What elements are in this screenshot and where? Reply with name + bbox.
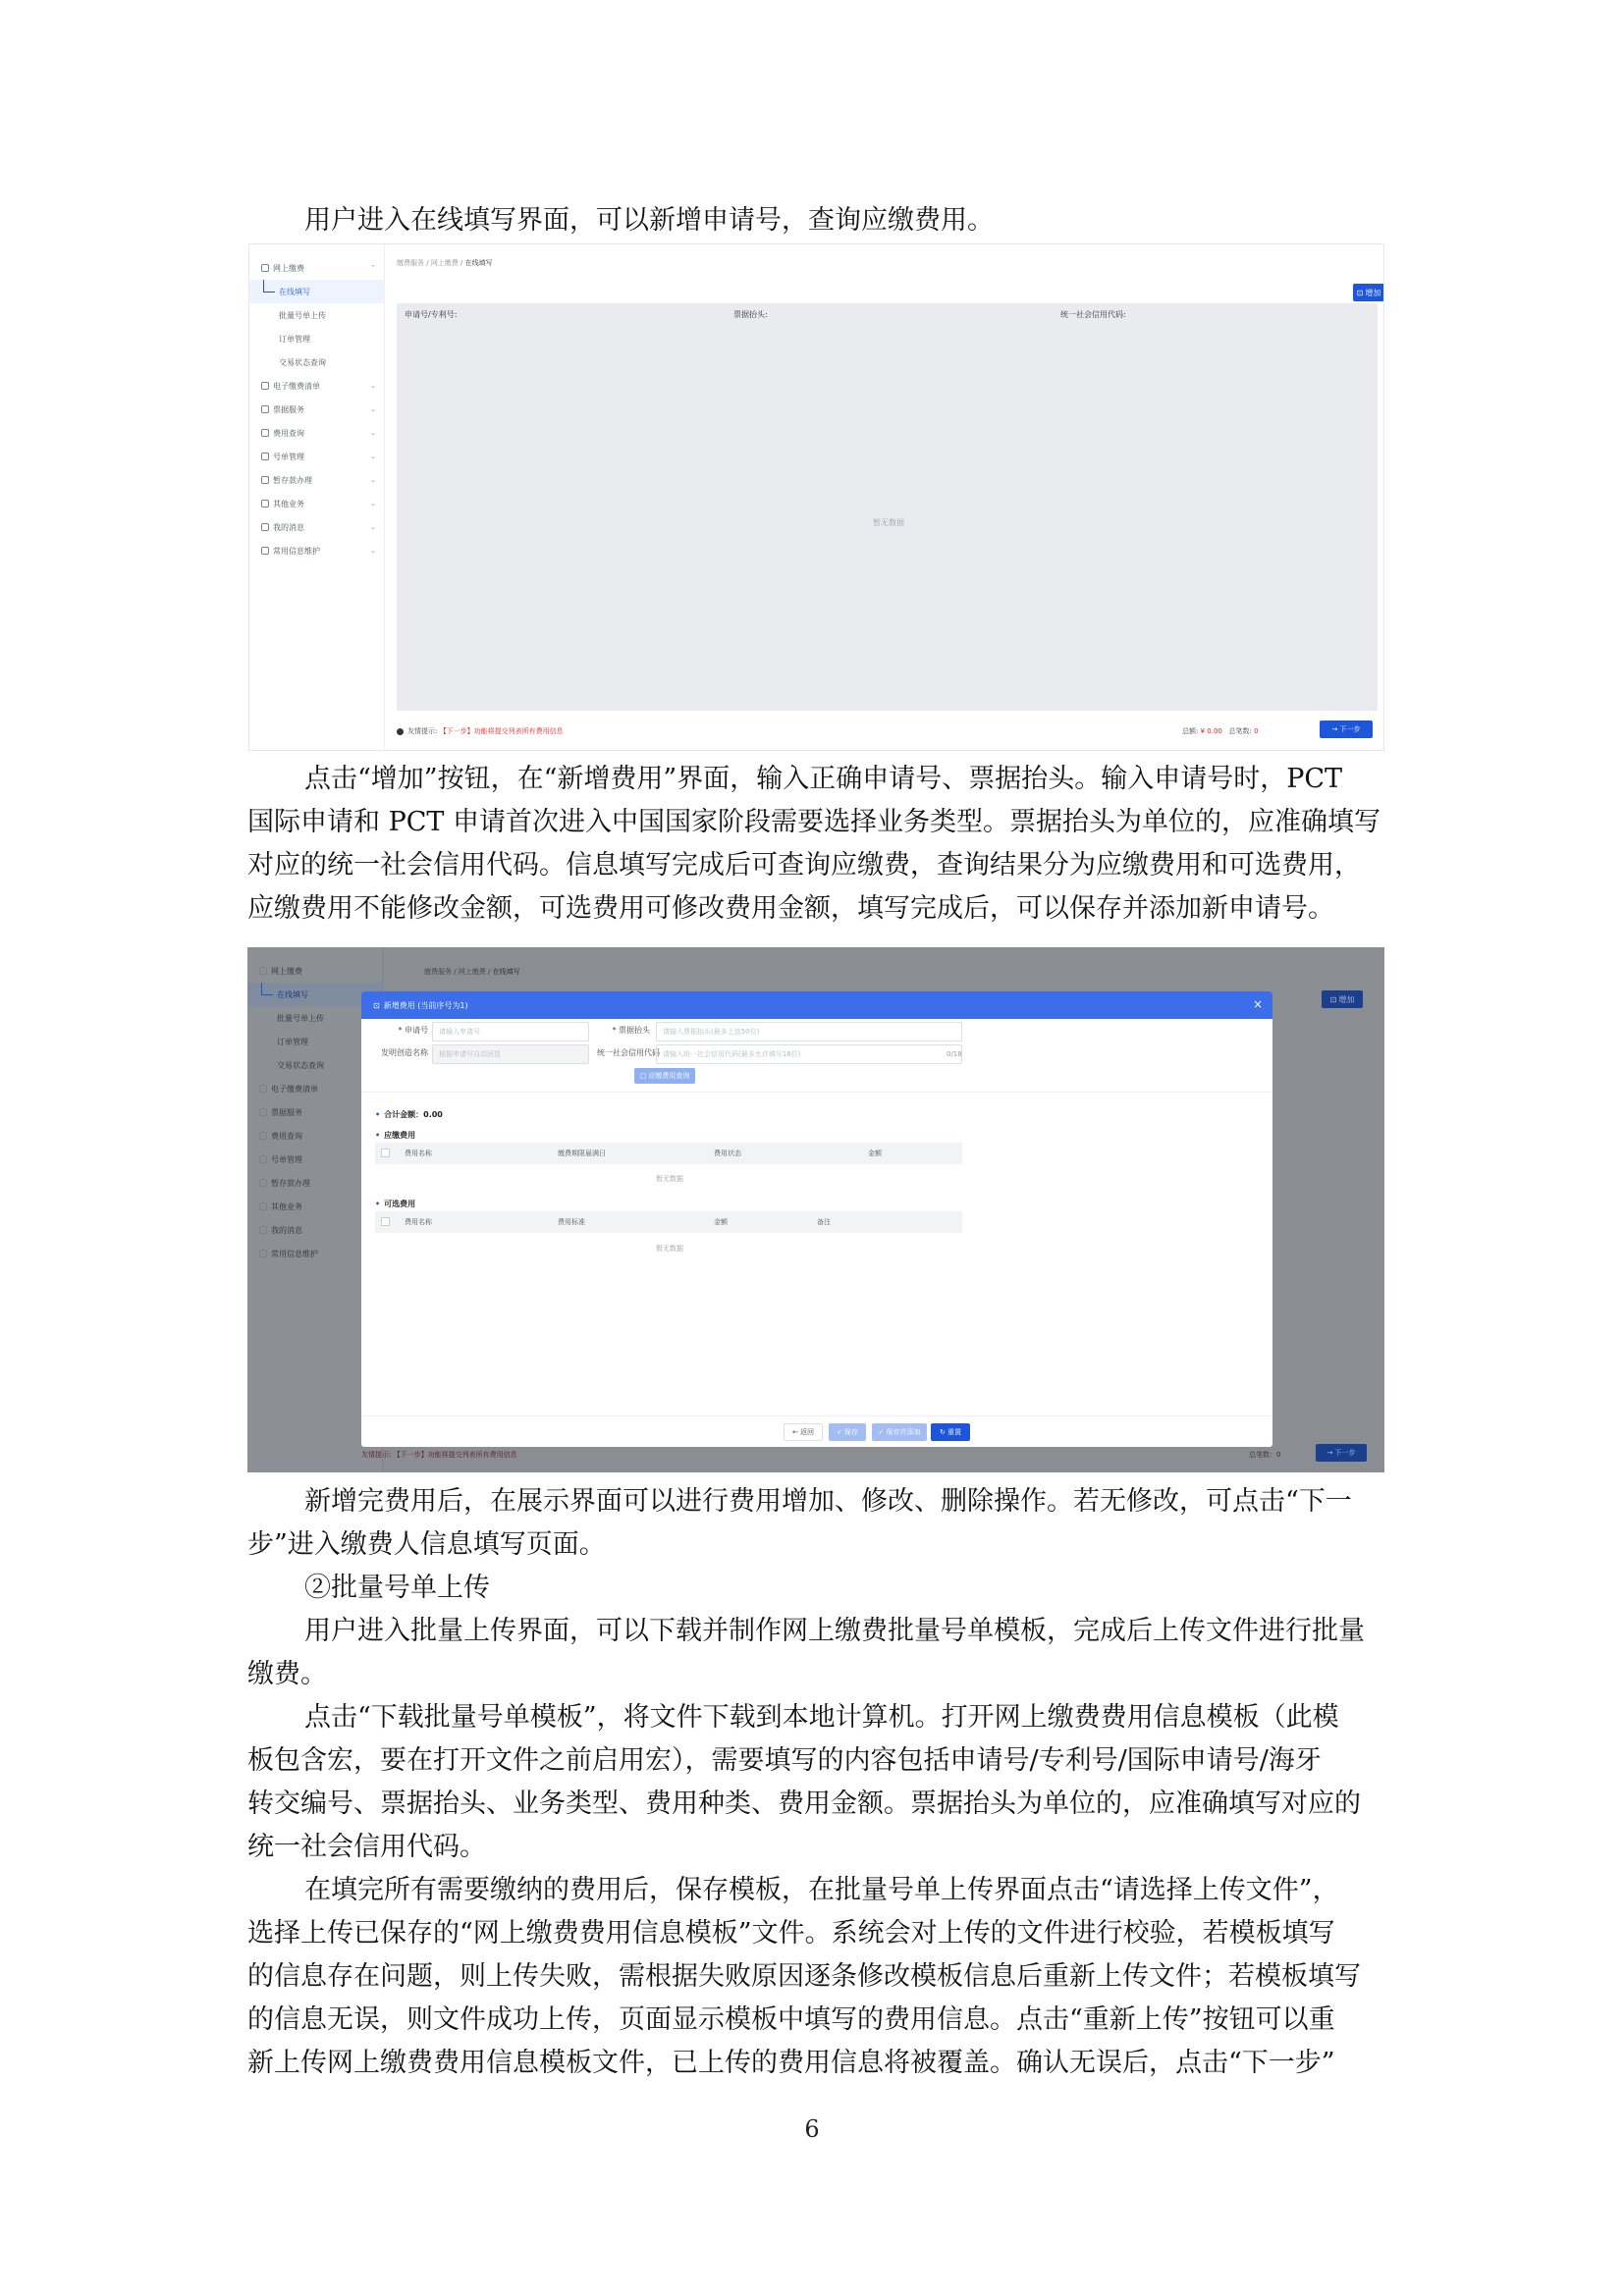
chevron-down-icon: ⌄ <box>370 453 376 460</box>
add-fee-modal <box>361 991 1272 1447</box>
column-header: 费用标准 <box>558 1218 585 1226</box>
background-total: 总笔数：0 <box>1249 1451 1281 1459</box>
paragraph-2 <box>247 758 1386 931</box>
menu-icon <box>261 405 269 413</box>
sidebar-item-label: 票据服务 <box>271 1107 302 1117</box>
sidebar-item[interactable] <box>249 515 384 539</box>
screenshot-online-fill <box>248 243 1384 751</box>
invoice-input[interactable]: 请输入票据抬头(最多上送50位) <box>656 1022 962 1041</box>
breadcrumb-item[interactable]: 网上缴费 <box>458 968 486 976</box>
total-count-label: 总笔数: <box>1228 727 1252 735</box>
empty-text: 暂无数据 <box>873 518 904 527</box>
filter-credit-label: 统一社会信用代码: <box>1060 310 1126 319</box>
paragraph-line: 点击“增加”按钮，在“新增费用”界面，输入正确申请号、票据抬头。输入申请号时，PCT <box>304 764 1343 794</box>
paragraph-line: 国际申请和 PCT 申请首次进入中国国家阶段需要选择业务类型。票据抬头为单位的，应准确填写 <box>247 807 1380 837</box>
chevron-down-icon: ⌄ <box>370 547 376 555</box>
sidebar-item-label: 交易状态查询 <box>277 1060 324 1070</box>
column-header: 缴费期限届满日 <box>558 1149 606 1157</box>
background-next-button[interactable]: → 下一步 <box>1316 1444 1367 1462</box>
sidebar-item[interactable] <box>249 539 384 562</box>
invention-name-input: 根据申请号自动回显 <box>432 1044 589 1064</box>
menu-icon <box>259 1155 267 1163</box>
chevron-up-icon: ⌃ <box>370 264 376 272</box>
screenshot-add-fee-modal <box>247 947 1384 1472</box>
modal-footer <box>361 1415 1272 1447</box>
due-fees-empty: 暂无数据 <box>656 1175 683 1183</box>
paragraph-line: 统一社会信用代码。 <box>247 1832 486 1862</box>
chevron-down-icon: ⌄ <box>370 382 376 390</box>
paragraph-line: 的信息存在问题，则上传失败，需根据失败原因逐条修改模板信息后重新上传文件；若模板填写 <box>247 1961 1361 1992</box>
sidebar-item-label: 订单管理 <box>277 1037 308 1046</box>
sidebar-item-label: 号单管理 <box>273 452 304 461</box>
menu-icon <box>259 1132 267 1140</box>
sidebar-item-label: 在线填写 <box>279 287 310 296</box>
paragraph-line: 新上传网上缴费费用信息模板文件，已上传的费用信息将被覆盖。确认无误后，点击“下一步” <box>247 2048 1335 2078</box>
tip-text: 【下一步】功能将提交列表所有费用信息 <box>439 727 564 735</box>
sidebar-item-label: 暂存款办理 <box>273 475 312 485</box>
sidebar-item[interactable] <box>249 421 384 445</box>
paragraph-line: 用户进入批量上传界面，可以下载并制作网上缴费批量号单模板，完成后上传文件进行批量 <box>304 1616 1365 1646</box>
menu-icon <box>261 547 269 555</box>
back-button[interactable]: ← 返回 <box>784 1423 823 1441</box>
breadcrumb: 缴费服务 / 网上缴费 / 在线填写 <box>397 259 493 267</box>
query-fees-button[interactable] <box>634 1068 695 1084</box>
paragraph-line: 用户进入在线填写界面，可以新增申请号，查询应缴费用。 <box>304 205 994 236</box>
total-count-value: 0 <box>1254 727 1259 735</box>
filter-invoice-label: 票据抬头: <box>733 310 768 319</box>
paragraph-line: 对应的统一社会信用代码。信息填写完成后可查询应缴费，查询结果分为应缴费用和可选费用， <box>247 850 1361 881</box>
sidebar-item-label: 电子缴费清单 <box>273 381 320 391</box>
credit-code-label: 统一社会信用代码 <box>597 1048 660 1057</box>
sidebar-item-label: 常用信息维护 <box>271 1249 318 1258</box>
menu-icon <box>259 1250 267 1257</box>
sidebar-item-label: 网上缴费 <box>271 966 302 976</box>
breadcrumb-item: 在线填写 <box>464 259 493 267</box>
sidebar-item[interactable] <box>249 327 384 350</box>
sidebar-item[interactable] <box>249 468 384 492</box>
chevron-down-icon: ⌄ <box>370 500 376 507</box>
paragraph-3 <box>247 1480 1386 2085</box>
paragraph-line: 点击“下载批量号单模板”，将文件下载到本地计算机。打开网上缴费费用信息模板（此模 <box>304 1702 1339 1733</box>
sidebar-item-label: 暂存款办理 <box>271 1178 310 1188</box>
chevron-down-icon: ⌄ <box>370 429 376 437</box>
paragraph-line: 缴费。 <box>247 1659 327 1689</box>
sidebar-item-label: 常用信息维护 <box>273 546 320 556</box>
tip-prefix: 友情提示: <box>407 727 438 735</box>
modal-icon: ⊡ <box>373 1000 380 1010</box>
total-amount: • 合计金额：0.00 <box>375 1109 443 1120</box>
menu-icon <box>261 500 269 507</box>
add-button-label: 增加 <box>1365 288 1381 297</box>
sidebar-item-label: 其他业务 <box>271 1201 302 1211</box>
section-heading: ②批量号单上传 <box>304 1573 490 1603</box>
totals <box>1182 726 1259 736</box>
sidebar-item-label: 我的消息 <box>271 1225 302 1235</box>
query-icon: ▢ <box>639 1072 647 1080</box>
sidebar-item[interactable] <box>249 374 384 398</box>
modal-header <box>361 991 1272 1019</box>
sidebar-item[interactable] <box>249 492 384 515</box>
divider <box>361 1092 1272 1093</box>
optional-fees-title: • 可选费用 <box>375 1199 415 1209</box>
sidebar-item-label: 在线填写 <box>277 989 308 999</box>
close-icon[interactable]: × <box>1252 997 1263 1011</box>
add-button[interactable] <box>1322 990 1363 1008</box>
total-amount-value: ¥ 0.00 <box>1200 727 1222 735</box>
save-button[interactable]: ✓ 保存 <box>829 1423 866 1441</box>
column-header: 金额 <box>868 1149 882 1157</box>
add-button[interactable] <box>1353 284 1384 301</box>
optional-fees-empty: 暂无数据 <box>656 1245 683 1253</box>
sidebar-item[interactable] <box>249 280 384 303</box>
menu-icon <box>261 453 269 460</box>
chevron-down-icon: ⌄ <box>370 476 376 484</box>
save-and-add-button[interactable]: ✓ 保存并添加 <box>872 1423 927 1441</box>
select-all-checkbox[interactable] <box>381 1148 390 1157</box>
modal-title: 新增费用 (当前序号为1) <box>383 1000 468 1010</box>
menu-icon <box>261 264 269 272</box>
sidebar-item[interactable] <box>249 445 384 468</box>
menu-icon <box>259 1179 267 1187</box>
chevron-down-icon: ⌄ <box>370 523 376 531</box>
sidebar-item-label: 批量号单上传 <box>279 310 326 320</box>
column-header: 费用名称 <box>405 1218 432 1226</box>
paragraph-line: 板包含宏，要在打开文件之前启用宏），需要填写的内容包括申请号/专利号/国际申请号/海牙 <box>247 1745 1322 1776</box>
next-step-button[interactable]: → 下一步 <box>1320 721 1373 738</box>
paragraph-line: 选择上传已保存的“网上缴费费用信息模板”文件。系统会对上传的文件进行校验，若模板填写 <box>247 1918 1335 1949</box>
friendly-tip <box>397 726 564 736</box>
breadcrumb-item[interactable]: 缴费服务 <box>424 968 452 976</box>
menu-icon <box>261 476 269 484</box>
reset-button[interactable]: ↻ 重置 <box>931 1423 970 1441</box>
info-icon <box>397 728 404 735</box>
credit-code-count: 0/18 <box>947 1050 962 1058</box>
menu-icon <box>259 967 267 975</box>
sidebar-item-label: 其他业务 <box>273 499 304 508</box>
paragraph-line: 应缴费用不能修改金额，可选费用可修改费用金额，填写完成后，可以保存并添加新申请号。 <box>247 893 1334 924</box>
sidebar-item-label: 订单管理 <box>279 334 310 344</box>
column-header: 费用名称 <box>405 1149 432 1157</box>
menu-icon <box>261 429 269 437</box>
menu-icon <box>261 382 269 390</box>
filter-app-no-label: 申请号/专利号: <box>405 310 458 319</box>
chevron-down-icon: ⌄ <box>370 405 376 413</box>
paragraph-1 <box>247 199 1386 242</box>
query-fees-label: 应缴费用查询 <box>648 1072 690 1080</box>
sidebar-item[interactable] <box>247 959 382 983</box>
select-all-checkbox[interactable] <box>381 1217 390 1226</box>
breadcrumb-item: 在线填写 <box>492 968 520 976</box>
add-icon: ⊡ <box>1329 994 1337 1004</box>
menu-icon <box>259 1202 267 1210</box>
sidebar-item-label: 票据服务 <box>273 404 304 414</box>
paragraph-line: 步”进入缴费人信息填写页面。 <box>247 1529 606 1560</box>
chevron-up-icon: ⌃ <box>368 967 374 975</box>
sidebar-item-label: 电子缴费清单 <box>271 1084 318 1094</box>
breadcrumb-item[interactable]: 缴费服务 <box>397 259 424 267</box>
invoice-label: * 票据抬头 <box>612 1026 650 1035</box>
paragraph-line: 在填完所有需要缴纳的费用后，保存模板，在批量号单上传界面点击“请选择上传文件”， <box>304 1875 1339 1905</box>
due-fees-table-header <box>375 1143 962 1164</box>
app-no-input[interactable]: 请输入申请号 <box>432 1022 589 1041</box>
menu-icon <box>261 523 269 531</box>
table-area <box>397 303 1378 711</box>
sidebar-item-label: 批量号单上传 <box>277 1013 324 1023</box>
sidebar-item-label: 号单管理 <box>271 1154 302 1164</box>
breadcrumb-item[interactable]: 网上缴费 <box>430 259 459 267</box>
page-number: 6 <box>804 2115 820 2143</box>
sidebar-item[interactable] <box>249 256 384 280</box>
breadcrumb: 缴费服务 / 网上缴费 / 在线填写 <box>424 968 520 976</box>
menu-icon <box>259 1085 267 1093</box>
sidebar <box>249 244 385 750</box>
sidebar-item[interactable] <box>249 398 384 421</box>
invention-name-label: 发明创造名称 <box>381 1048 428 1057</box>
menu-icon <box>259 1108 267 1116</box>
paragraph-line: 新增完费用后，在展示界面可以进行费用增加、修改、删除操作。若无修改，可点击“下一 <box>304 1486 1352 1517</box>
app-no-label: * 申请号 <box>398 1026 428 1035</box>
total-amount-label: 总额: <box>1182 727 1199 735</box>
sidebar-item[interactable] <box>249 350 384 374</box>
sidebar-item-label: 我的消息 <box>273 522 304 532</box>
add-icon: ⊡ <box>1356 288 1364 297</box>
sidebar-item-label: 网上缴费 <box>273 263 304 273</box>
sidebar-item-label: 交易状态查询 <box>279 357 326 367</box>
credit-code-input[interactable]: 请输入统一社会信用代码(最多允许填写18位) <box>656 1044 962 1064</box>
sidebar-item-label: 费用查询 <box>273 428 304 438</box>
paragraph-line: 转交编号、票据抬头、业务类型、费用种类、费用金额。票据抬头为单位的，应准确填写对应的 <box>247 1789 1361 1819</box>
sidebar-item[interactable] <box>249 303 384 327</box>
sidebar-item-label: 费用查询 <box>271 1131 302 1141</box>
column-header: 备注 <box>817 1218 831 1226</box>
due-fees-title: • 应缴费用 <box>375 1130 415 1141</box>
background-tip: 友情提示: 【下一步】功能将提交列表所有费用信息 <box>361 1451 517 1459</box>
menu-icon <box>259 1226 267 1234</box>
add-button-label: 增加 <box>1338 994 1355 1004</box>
optional-fees-table-header <box>375 1211 962 1233</box>
paragraph-line: 的信息无误，则文件成功上传，页面显示模板中填写的费用信息。点击“重新上传”按钮可以重 <box>247 2004 1335 2035</box>
column-header: 金额 <box>714 1218 728 1226</box>
column-header: 费用状态 <box>714 1149 741 1157</box>
